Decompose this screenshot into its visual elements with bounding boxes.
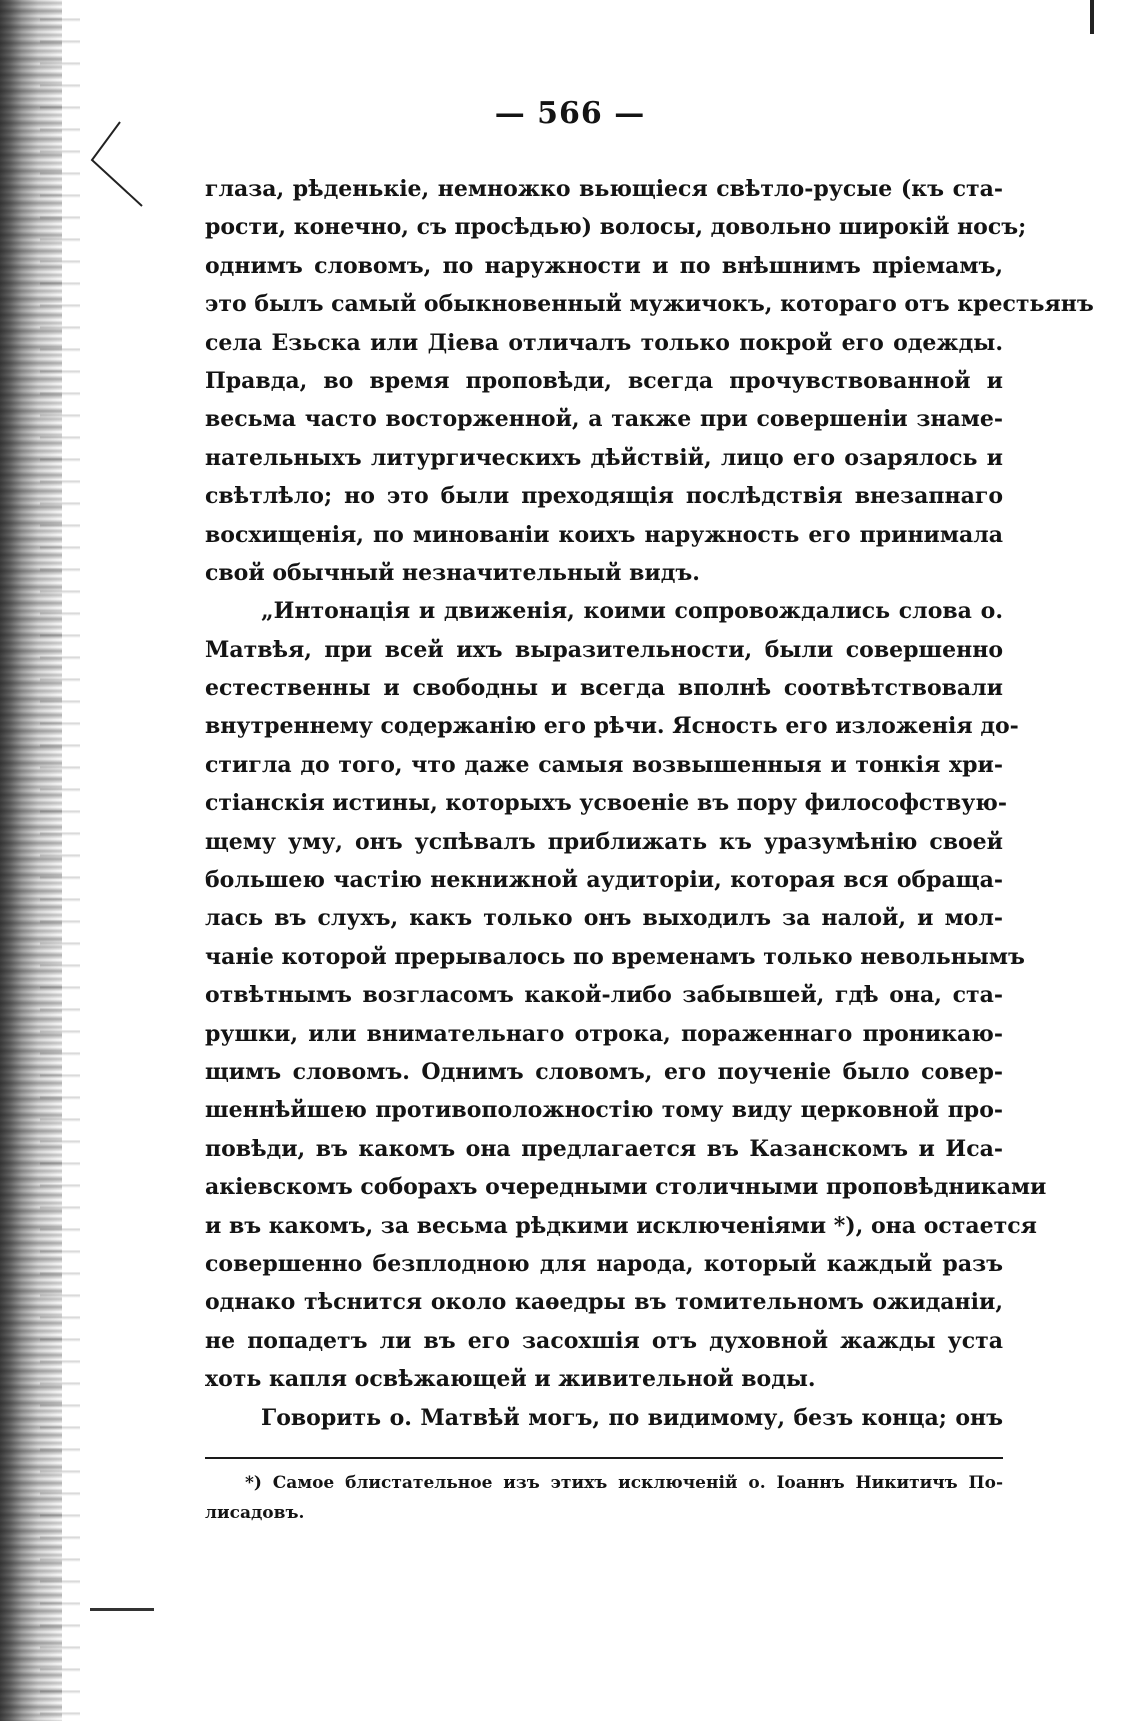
text-line: глаза, рѣденькіе, немножко вьющіеся свѣтло-русые (къ ста- (205, 176, 1003, 202)
text-line: нательныхъ литургическихъ дѣйствій, лицо его озарялось и (205, 444, 1003, 471)
text-line: Правда, во время проповѣди, всегда прочувствованной и (205, 367, 1003, 394)
text-line: села Езьска или Діева отличалъ только покрой его одежды. (205, 329, 1003, 356)
text-line: чаніе которой прерывалось по временамъ только невольнымъ (205, 943, 1025, 970)
text-line: Матвѣя, при всей ихъ выразительности, были совершенно (205, 636, 1003, 663)
paragraph-1 (205, 170, 1094, 592)
text-line: Говорить о. Матвѣй могъ, по видимому, безъ конца; онъ (261, 1404, 1003, 1431)
text-line: стигла до того, что даже самыя возвышенныя и тонкія хри- (205, 751, 1003, 778)
text-line: это былъ самый обыкновенный мужичокъ, котораго отъ крестьянъ (205, 291, 1094, 318)
text-line: отвѣтнымъ возгласомъ какой-либо забывшей, гдѣ она, ста- (205, 982, 1003, 1009)
footnote-line: *) Самое блистательное изъ этихъ исключеній о. Іоаннъ Никитичъ По- (245, 1473, 1003, 1493)
paragraph-2 (205, 592, 1047, 1398)
text-line: стіанскія истины, которыхъ усвоеніе въ пору философствую- (205, 790, 1008, 817)
text-line: лась въ слухъ, какъ только онъ выходилъ за налой, и мол- (205, 905, 1003, 932)
text-line: совершенно безплодною для народа, который каждый разъ (205, 1250, 1003, 1277)
text-line: внутреннему содержанію его рѣчи. Ясность его изложенія до- (205, 713, 1019, 740)
text-line: рушки, или внимательнаго отрока, пораженнаго проникаю- (205, 1020, 1003, 1047)
body-text (205, 170, 1094, 1437)
text-line: щему уму, онъ успѣвалъ приближать къ уразумѣнію своей (205, 828, 1003, 855)
text-line: однако тѣснится около каѳедры въ томительномъ ожиданіи, (205, 1289, 1003, 1316)
text-line: „Интонація и движенія, коими сопровождались слова о. (261, 598, 1003, 625)
text-line: свой обычный незначительный видъ. (205, 559, 700, 586)
footnote (205, 1468, 1003, 1528)
text-line: повѣди, въ какомъ она предлагается въ Казанскомъ и Иса- (205, 1135, 1003, 1162)
text-line: и въ какомъ, за весьма рѣдкими исключеніями *), она остается (205, 1212, 1037, 1239)
paragraph-3 (205, 1399, 1003, 1437)
footnote-line: лисадовъ. (205, 1503, 305, 1523)
text-line: весьма часто восторженной, а также при совершеніи знаме- (205, 406, 1003, 433)
text-line: рости, конечно, съ просѣдью) волосы, довольно широкій носъ; (205, 214, 1027, 241)
pencil-mark-icon (80, 120, 150, 210)
margin-dash (90, 1608, 154, 1611)
text-line: хоть капля освѣжающей и живительной воды. (205, 1366, 816, 1393)
text-line: большею частію некнижной аудиторіи, которая вся обраща- (205, 867, 1003, 894)
text-line: шеннѣйшею противоположностію тому виду церковной про- (205, 1097, 1003, 1124)
text-line: не попадетъ ли въ его засохшія отъ духовной жажды уста (205, 1327, 1003, 1354)
page-number: — 566 — (494, 96, 646, 131)
edge-mark (1090, 0, 1094, 34)
text-line: акіевскомъ соборахъ очередными столичными проповѣдниками (205, 1174, 1047, 1201)
footnote-rule (205, 1457, 1003, 1459)
gutter-specks (40, 0, 80, 1721)
text-line: естественны и свободны и всегда вполнѣ соотвѣтствовали (205, 675, 1003, 702)
text-line: свѣтлѣло; но это были преходящія послѣдствія внезапнаго (205, 483, 1003, 510)
text-line: восхищенія, по минованіи коихъ наружность его принимала (205, 521, 1003, 548)
text-line: щимъ словомъ. Однимъ словомъ, его поученіе было совер- (205, 1058, 1003, 1085)
text-line: однимъ словомъ, по наружности и по внѣшнимъ пріемамъ, (205, 252, 1003, 279)
